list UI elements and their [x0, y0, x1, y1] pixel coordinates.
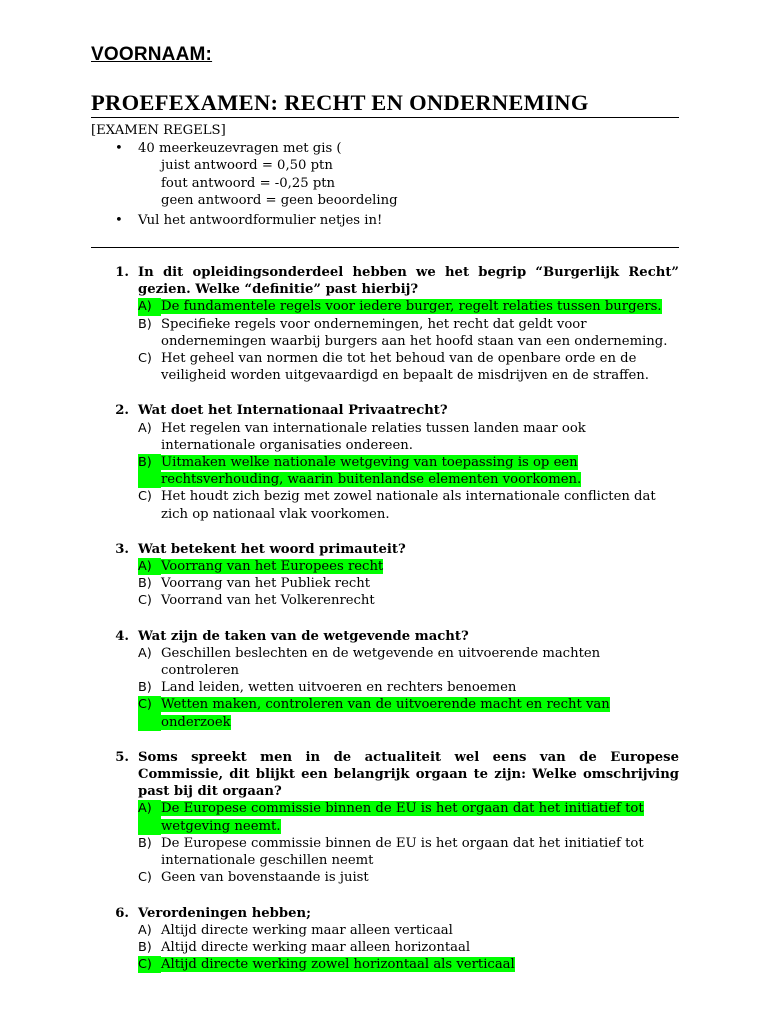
- rules-item: [91, 140, 679, 210]
- option-letter: A): [138, 558, 161, 575]
- option-text-wrap: [161, 645, 679, 679]
- option-text: Land leiden, wetten uitvoeren en rechters benoemen: [161, 680, 517, 696]
- voornaam-label: VOORNAAM:: [91, 44, 213, 65]
- option-text: De Europese commissie binnen de EU is het orgaan dat het initiatief tot wetgeving neemt.: [161, 801, 644, 834]
- option-letter: C): [138, 351, 152, 367]
- option-text: Voorrand van het Volkerenrecht: [161, 593, 375, 609]
- answer-option: [91, 420, 679, 454]
- option-text-wrap: [161, 696, 679, 730]
- option-text-wrap: [161, 956, 679, 973]
- answer-option-correct: [91, 800, 679, 834]
- question-number: 3.: [115, 541, 129, 557]
- question-item: [91, 541, 679, 610]
- option-text: Voorrang van het Europees recht: [161, 559, 384, 575]
- answer-option: [91, 316, 679, 350]
- option-text: Specifieke regels voor ondernemingen, het recht dat geldt voor ondernemingen waarbij burgers aan het hoofd staan van een onderneming.: [161, 316, 668, 349]
- question-item: [91, 628, 679, 731]
- option-letter: B): [138, 939, 152, 955]
- rules-item: [91, 212, 679, 230]
- question-text: Verordeningen hebben;: [138, 905, 311, 921]
- option-letter: A): [138, 298, 161, 315]
- exam-rules: [91, 122, 679, 229]
- option-text: Het geheel van normen die tot het behoud van de openbare orde en de veiligheid worden uitgevaardigd en bepaalt de misdrijven en de straffen.: [161, 351, 649, 384]
- bullet-icon: •: [115, 212, 123, 228]
- question-item: [91, 264, 679, 384]
- option-letter: C): [138, 956, 161, 973]
- page-title: PROEFEXAMEN: RECHT EN ONDERNEMING: [91, 90, 679, 118]
- option-letter: A): [138, 922, 152, 938]
- rules-subline: juist antwoord = 0,50 ptn: [161, 158, 333, 173]
- option-text: Altijd directe werking zowel horizontaal als verticaal: [161, 957, 515, 973]
- option-text-wrap: [161, 454, 679, 488]
- question-number: 1.: [115, 265, 129, 280]
- question-text: Wat doet het Internationaal Privaatrecht?: [138, 403, 448, 419]
- question-text: Soms spreekt men in de actualiteit wel eens van de Europese Commissie, dit blijkt een belangrijk orgaan te zijn: Welke omschrijving past bij dit orgaan?: [138, 749, 679, 800]
- question-list: [91, 264, 679, 991]
- option-text-wrap: [161, 420, 679, 454]
- option-text-wrap: [161, 558, 679, 575]
- option-text-wrap: [161, 869, 679, 886]
- answer-option: [91, 488, 679, 522]
- rules-subline: geen antwoord = geen beoordeling: [161, 193, 398, 208]
- option-text: Geen van bovenstaande is juist: [161, 870, 369, 886]
- option-text: Het houdt zich bezig met zowel nationale als internationale conflicten dat zich op nationaal vlak voorkomen.: [161, 489, 656, 522]
- option-text-wrap: [161, 679, 679, 696]
- option-text-wrap: [161, 298, 679, 315]
- answer-option: [91, 350, 679, 384]
- answer-option: [91, 835, 679, 869]
- option-letter: C): [138, 870, 152, 886]
- question-item: [91, 749, 679, 887]
- option-text: De fundamentele regels voor iedere burger, regelt relaties tussen burgers.: [161, 299, 662, 315]
- question-number: 2.: [115, 403, 129, 419]
- question-number: 6.: [115, 905, 129, 921]
- option-text: Altijd directe werking maar alleen horizontaal: [161, 939, 471, 955]
- question-text: In dit opleidingsonderdeel hebben we het begrip “Burgerlijk Recht” gezien. Welke “definitie” past hierbij?: [138, 265, 679, 298]
- answer-option-correct: [91, 298, 679, 315]
- option-letter: C): [138, 696, 161, 730]
- option-text: Altijd directe werking maar alleen verticaal: [161, 922, 453, 938]
- answer-option: [91, 869, 679, 886]
- divider: [91, 247, 679, 248]
- option-letter: B): [138, 680, 152, 696]
- option-text-wrap: [161, 316, 679, 350]
- option-text-wrap: [161, 922, 679, 939]
- rules-item-text: 40 meerkeuzevragen met gis (: [138, 140, 342, 156]
- option-text: Uitmaken welke nationale wetgeving van toepassing is op een rechtsverhouding, waarin buitenlandse elementen voorkomen.: [161, 455, 582, 488]
- answer-option-correct: [91, 956, 679, 973]
- answer-option-correct: [91, 696, 679, 730]
- option-letter: A): [138, 645, 152, 661]
- bullet-icon: •: [115, 140, 123, 156]
- answer-option-correct: [91, 558, 679, 575]
- option-text-wrap: [161, 488, 679, 522]
- question-number: 4.: [115, 628, 129, 644]
- option-text: Voorrang van het Publiek recht: [161, 576, 371, 592]
- option-letter: B): [138, 835, 152, 851]
- question-number: 5.: [115, 749, 129, 765]
- option-letter: C): [138, 489, 152, 505]
- rules-item-text: Vul het antwoordformulier netjes in!: [138, 212, 383, 228]
- option-text: Wetten maken, controleren van de uitvoerende macht en recht van onderzoek: [161, 697, 610, 730]
- answer-option: [91, 939, 679, 956]
- option-text: Geschillen beslechten en de wetgevende en uitvoerende machten controleren: [161, 645, 601, 679]
- option-letter: B): [138, 316, 152, 332]
- rules-subline: fout antwoord = -0,25 ptn: [161, 175, 336, 191]
- answer-option-correct: [91, 454, 679, 488]
- answer-option: [91, 645, 679, 679]
- question-header: [91, 905, 679, 922]
- option-letter: B): [138, 454, 161, 488]
- question-item: [91, 402, 679, 522]
- question-header: [91, 402, 679, 419]
- question-text: Wat zijn de taken van de wetgevende macht?: [138, 628, 469, 644]
- rules-heading: [EXAMEN REGELS]: [91, 123, 226, 138]
- answer-option: [91, 575, 679, 592]
- rules-list: [91, 140, 679, 230]
- answer-option: [91, 679, 679, 696]
- option-text-wrap: [161, 575, 679, 592]
- option-text-wrap: [161, 592, 679, 609]
- option-letter: A): [138, 420, 152, 436]
- question-header: [91, 749, 679, 801]
- option-letter: A): [138, 800, 161, 834]
- question-item: [91, 905, 679, 974]
- answer-option: [91, 922, 679, 939]
- question-header: [91, 264, 679, 298]
- option-text-wrap: [161, 350, 679, 384]
- question-header: [91, 628, 679, 645]
- option-text: Het regelen van internationale relaties tussen landen maar ook internationale organisaties ondereen.: [161, 420, 586, 453]
- option-letter: B): [138, 576, 152, 592]
- option-text-wrap: [161, 939, 679, 956]
- option-text-wrap: [161, 835, 679, 869]
- answer-option: [91, 592, 679, 609]
- question-header: [91, 541, 679, 558]
- option-text: De Europese commissie binnen de EU is het orgaan dat het initiatief tot internationale geschillen neemt: [161, 835, 644, 869]
- option-text-wrap: [161, 800, 679, 834]
- option-letter: C): [138, 593, 152, 609]
- question-text: Wat betekent het woord primauteit?: [138, 541, 406, 557]
